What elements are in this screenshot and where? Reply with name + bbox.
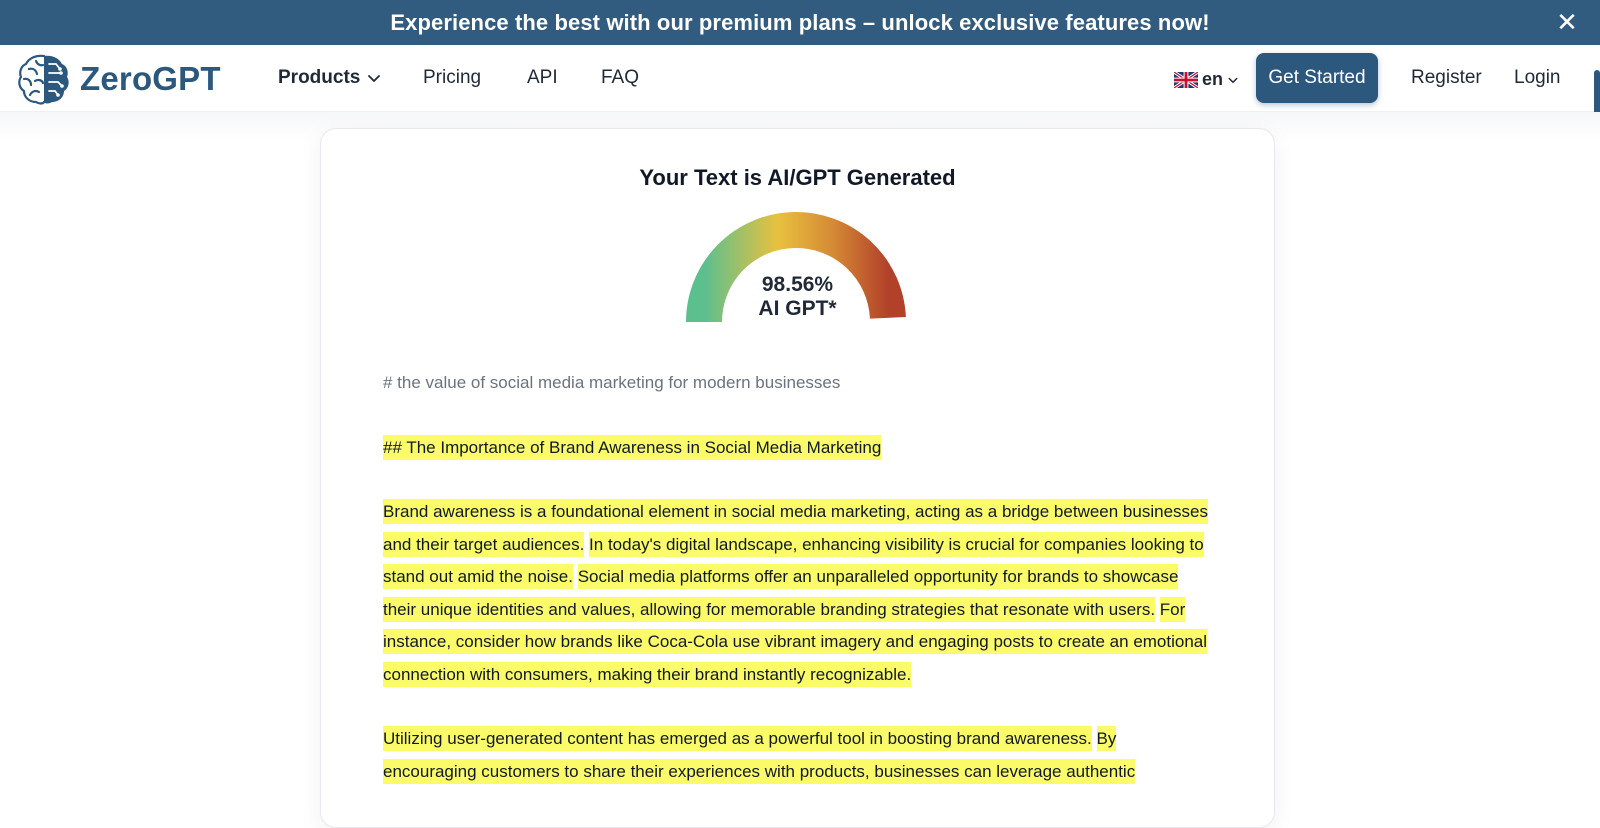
uk-flag-icon [1174,72,1198,88]
chevron-down-icon [366,70,382,86]
get-started-button[interactable]: Get Started [1256,53,1378,103]
nav-pricing[interactable]: Pricing [423,67,482,88]
analyzed-text [383,367,1213,820]
highlighted-sentence: Social media platforms offer an unparalleled opportunity for brands to showcase their unique identities and values, allowing for memorable branding strategies that resonate with users. [383,564,1178,622]
nav-login[interactable]: Login [1514,67,1561,88]
paragraph-2 [383,723,1213,788]
language-label: en [1202,69,1224,89]
chevron-down-icon [1227,74,1239,86]
nav-register[interactable]: Register [1411,67,1482,88]
brain-icon [16,51,72,107]
highlighted-sentence: Utilizing user-generated content has emerged as a powerful tool in boosting brand awareness. [383,726,1092,751]
highlighted-sentence: Brand awareness is a foundational element in social media marketing, acting as a bridge between businesses and their target audiences. [383,499,1208,557]
nav-faq[interactable]: FAQ [601,67,640,88]
document-title-line: # the value of social media marketing for modern businesses [383,373,841,392]
paragraph-1 [383,496,1213,691]
navbar [0,45,1600,112]
section-heading [383,432,1213,465]
language-selector[interactable] [1174,69,1239,90]
nav-products[interactable] [278,67,382,89]
ai-label: AI GPT* [758,297,837,320]
close-icon[interactable]: ✕ [1556,7,1578,37]
highlighted-sentence: In today's digital landscape, enhancing visibility is crucial for companies looking to stand out amid the noise. [383,532,1204,590]
result-card [320,128,1275,828]
promo-banner [0,0,1600,45]
logo[interactable] [16,50,221,108]
brand-name: ZeroGPT [80,60,221,97]
result-title: Your Text is AI/GPT Generated [639,165,956,190]
promo-banner-text: Experience the best with our premium plans – unlock exclusive features now! [390,9,1210,35]
highlighted-sentence: By encouraging customers to share their experiences with products, businesses can leverage authentic [383,726,1135,784]
ai-percentage: 98.56% [761,273,834,296]
highlighted-sentence: ## The Importance of Brand Awareness in Social Media Marketing [383,435,881,460]
nav-products-label: Products [278,67,361,88]
nav-api[interactable]: API [527,67,558,88]
highlighted-sentence: For instance, consider how brands like Coca-Cola use vibrant imagery and engaging posts to create an emotional connection with consumers, making their brand instantly recognizable. [383,597,1207,687]
